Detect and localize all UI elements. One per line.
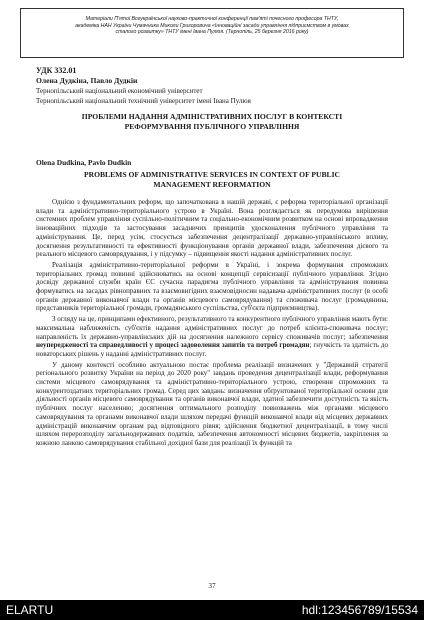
conference-header bbox=[20, 8, 404, 58]
paragraph-3-part-b: ; гнучкість та здатність до новаторських рішень у наданні адміністративних послуг. bbox=[36, 341, 388, 358]
title-english bbox=[36, 170, 388, 190]
handle-identifier[interactable]: hdl:123456789/15534 bbox=[301, 603, 418, 617]
paragraph-3 bbox=[36, 315, 388, 359]
paragraph-3-bold: неупередженості та справедливості у процесі задоволення запитів та потреб громадян bbox=[36, 341, 310, 350]
header-line-1: Матеріали П'ятої Всеукраїнської науково-практичної конференції пам'яті почесного професора ТНТУ, bbox=[85, 16, 339, 22]
affiliation-1: Тернопільський національний економічний університет bbox=[36, 87, 203, 95]
authors-english: Olena Dudkina, Pavlo Dudkin bbox=[36, 158, 132, 167]
page-number: 37 bbox=[208, 582, 216, 590]
article-body bbox=[36, 198, 388, 448]
paragraph-1: Однією з фундаментальних реформ, що започаткована в нашій державі, є реформа територіальної організації влади та адміністративно-територіального устрою в Україні. Вона розглядається як передумова вирішення системних проблем управління суспільно-політичним та соціально-економічним розвитком на основі впровадження інноваційних підходів та застосування засадничих принципів удосконалення публічного управління та адміністрування. Це, перед усім, стосується забезпечення децентралізації державно-управлінського впливу, досягнення результативності та ефективності функціонування органів державної влади, забезпечення дієвого та реального місцевого самоврядування, і у підсумку – підвищення якості надання адміністративних послуг. bbox=[36, 198, 388, 259]
title-ukrainian bbox=[36, 112, 388, 132]
header-line-2: академіка НАН України Чумачника Миколи Григоровича «Інноваційні засади управління підприємством в умовах bbox=[75, 22, 349, 29]
header-line-3: сталого розвитку» ТНТУ імені Івана Пулюя. (Тернопіль, 25 березня 2016 року) bbox=[115, 29, 309, 36]
title-en-line-1: PROBLEMS OF ADMINISTRATIVE SERVICES IN CONTEXT OF PUBLIC bbox=[83, 170, 341, 179]
authors-ukrainian: Олена Дудкіна, Павло Дудкін bbox=[36, 76, 138, 85]
udk-code: УДК 332.01 bbox=[36, 66, 77, 75]
affiliation-2: Тернопільський національний технічний університет імені Івана Пулюя bbox=[36, 97, 251, 105]
repository-footer-bar bbox=[0, 600, 424, 620]
paragraph-2: Реалізація адміністративно-територіальної реформи в Україні, і зокрема формування спроможних територіальних громад повинні здійснюватись на основі концепції сервісизації публічного управління. Згідно досвіду державної служби країн ЄС сучасна парадигма публічного управління та адміністрування повинна формуватись на засадах рівноправних та взаємовигідних взаємовідносин надавача адміністративних послуг (в особі органів державної виконавчої влади та органів місцевого самоврядування) та споживача послуг (громадянина, представників територіальної громади, громадянського суспільства, суб'єкта підприємництва). bbox=[36, 260, 388, 313]
paragraph-3-part-a: З огляду на це, принципами ефективного, результативного та конкурентного публічного управління мають бути: максимальна наближеність суб'єктів надання адміністративних послуг до потреб клієнта-споживача послуг; направленість їх державно-управлінських дій на досягнення належного сервісу споживачів послуг; забезпечення bbox=[36, 315, 388, 341]
paragraph-4: У даному контексті особливо актуальною постає проблема реалізації визначених у "Державній стратегії регіонального розвитку України на період до 2020 року" завдань проведення децентралізації влади, реформування системи місцевого самоврядування та адміністративно-територіального устрою, створення спроможних та конкурентоздатних територіальних громад. Серед цих завдань: визначення обґрунтованої територіальної основи для діяльності органів місцевого самоврядування та органів виконавчої влади, здатної забезпечити доступність та якість публічних послуг населенню; досягнення оптимального розподілу повноважень між органами місцевого самоврядування та органами виконавчої влади шляхом передачі функцій виконавчої влади від місцевих державних адміністрацій виконавчим органам рад відповідного рівня; здійснення бюджетної децентралізації, в тому числі шляхом перерозподілу загальнодержавних податків, забезпечення автономності місцевих бюджетів, закріплення за кожною ланкою самоврядування стабільної дохідної бази для реалізації їх функцій та bbox=[36, 360, 388, 447]
title-ua-line-1: ПРОБЛЕМИ НАДАННЯ АДМІНІСТРАТИВНИХ ПОСЛУГ В КОНТЕКСТІ bbox=[81, 112, 343, 121]
title-en-line-2: MANAGEMENT REFORMATION bbox=[153, 180, 271, 189]
repository-name: ELARTU bbox=[6, 603, 54, 617]
title-ua-line-2: РЕФОРМУВАННЯ ПУБЛІЧНОГО УПРАВЛІННЯ bbox=[124, 122, 300, 131]
